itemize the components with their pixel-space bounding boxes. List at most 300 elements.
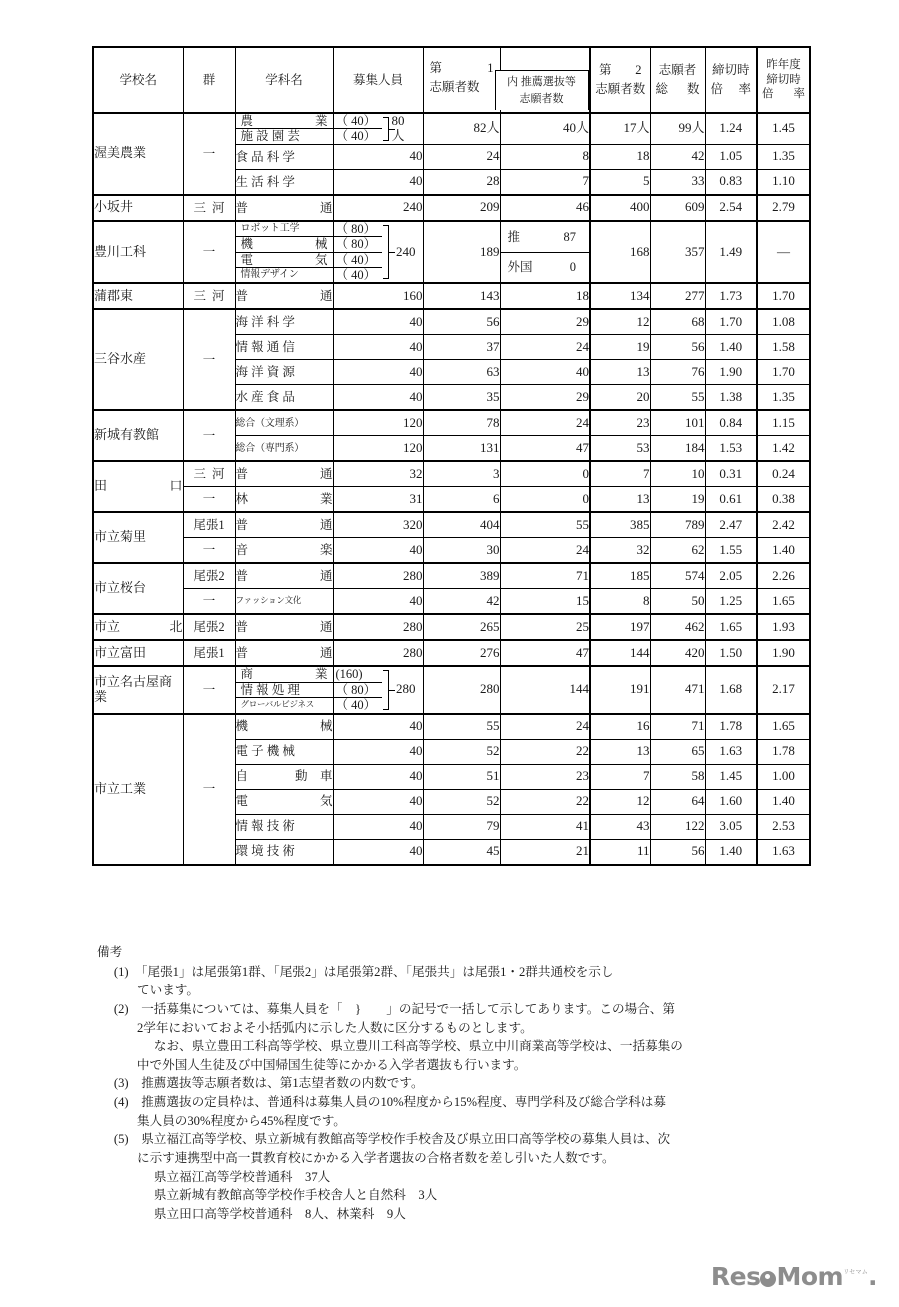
recommended-cell: 23 [500, 764, 590, 789]
deadline-ratio-cell: 1.38 [705, 385, 757, 411]
quota-subvalue: （ 40） [334, 253, 382, 268]
quota-total: 80人 [391, 113, 405, 143]
dept-cell [235, 144, 333, 169]
logo-tagline: リセマム [843, 1269, 868, 1276]
total-applicants-cell: 55 [650, 385, 705, 411]
lastyear-ratio-cell: 1.45 [757, 113, 810, 144]
recommended-subrow [501, 253, 590, 283]
header-second-choice [590, 47, 650, 113]
dept-name-right: 通 [319, 620, 333, 635]
recommended-cell: 0 [500, 487, 590, 513]
quota-subvalue: （ 40） [334, 114, 382, 129]
header-first-char: 第 [429, 61, 443, 75]
dept-name-right: 動 車 [294, 769, 333, 784]
logo-period: . [868, 1262, 877, 1291]
dept-name: 施 設 園 芸 [240, 129, 300, 144]
dept-subrow [236, 222, 333, 237]
second-choice-cell: 5 [590, 169, 650, 195]
recommended-cell: 22 [500, 739, 590, 764]
recommended-cell: 29 [500, 309, 590, 335]
lastyear-ratio-cell: 1.90 [757, 640, 810, 666]
school-cell [93, 666, 183, 713]
lastyear-ratio-cell: 1.40 [757, 538, 810, 564]
deadline-ratio-cell: 1.53 [705, 436, 757, 462]
quota-subvalue: （ 40） [335, 268, 377, 282]
dept-name: 環 境 技 術 [235, 844, 295, 859]
total-applicants-cell: 99人 [650, 113, 705, 144]
quota-cell: 31 [333, 487, 423, 513]
second-choice-cell: 7 [590, 764, 650, 789]
school-cell [93, 714, 183, 865]
lastyear-ratio-cell: 1.78 [757, 739, 810, 764]
resemom-logo [711, 1264, 877, 1289]
dept-subrow [236, 129, 333, 143]
gun-cell [183, 563, 235, 589]
recommended-cell: 24 [500, 714, 590, 740]
lastyear-ratio-cell: 1.40 [757, 789, 810, 814]
applicants-table [92, 46, 811, 866]
logo-text-part3: om [800, 1262, 844, 1291]
gun-cell [183, 538, 235, 564]
lastyear-ratio-cell: 2.53 [757, 814, 810, 839]
table-row [93, 487, 810, 513]
dept-cell [235, 410, 333, 436]
lastyear-ratio-cell: 1.42 [757, 436, 810, 462]
dept-name-right: 通 [319, 467, 333, 482]
deadline-ratio-cell: 1.65 [705, 614, 757, 640]
recommended-cell: 18 [500, 283, 590, 309]
dept-cell [235, 589, 333, 615]
total-applicants-cell: 10 [650, 461, 705, 487]
note-subline: 県立福江高等学校普通科 37人 [153, 1169, 331, 1184]
quota-total: 280 [396, 681, 416, 697]
deadline-ratio-cell: 1.05 [705, 144, 757, 169]
dept-name-right: 楽 [319, 543, 333, 558]
gun-cell [183, 221, 235, 284]
note-label: (3) [113, 1076, 129, 1091]
recommended-cell: 71 [500, 563, 590, 589]
table-row [93, 461, 810, 487]
dept-name: 総合（専門系） [235, 442, 305, 454]
dept-cell [235, 839, 333, 865]
recommended-cell: 7 [500, 169, 590, 195]
first-choice-cell: 51 [423, 764, 500, 789]
dept-name-right: 業 [319, 492, 333, 507]
quota-group-cell [333, 221, 423, 284]
header-dept-name: 学科名 [235, 47, 333, 113]
quota-cell: 40 [333, 385, 423, 411]
table-row [93, 589, 810, 615]
lastyear-ratio-cell: 1.65 [757, 714, 810, 740]
dept-name: 情 報 技 術 [235, 819, 295, 834]
first-choice-cell: 189 [423, 221, 500, 284]
dept-name-right: 通 [319, 289, 333, 304]
table-row [93, 563, 810, 589]
total-applicants-cell: 357 [650, 221, 705, 284]
dept-name: ロボット工学 [240, 223, 300, 235]
header-school-name: 学校名 [93, 47, 183, 113]
dept-cell [235, 764, 333, 789]
dept-name: ファッション文化 [235, 595, 302, 606]
first-choice-cell: 404 [423, 512, 500, 538]
total-applicants-cell: 68 [650, 309, 705, 335]
note-line: (3) 推薦選抜等志願者数は、第1志望者数の内数です。 [113, 1076, 424, 1091]
dept-group-cell [235, 221, 333, 284]
quota-cell: 280 [333, 563, 423, 589]
header-total-line1: 志願者 [658, 62, 697, 77]
dept-cell [235, 309, 333, 335]
dept-name-left: 普 [235, 620, 249, 635]
dept-name-right: 通 [319, 518, 333, 533]
notes-list [97, 963, 827, 1224]
recommended-cell: 21 [500, 839, 590, 865]
dept-cell [235, 538, 333, 564]
total-applicants-cell: 56 [650, 839, 705, 865]
recommended-cell: 46 [500, 195, 590, 221]
lastyear-ratio-cell: 2.17 [757, 666, 810, 713]
total-applicants-cell: 33 [650, 169, 705, 195]
total-applicants-cell: 471 [650, 666, 705, 713]
deadline-ratio-cell: 1.60 [705, 789, 757, 814]
second-choice-cell: 12 [590, 309, 650, 335]
school-name-right: 口 [169, 478, 183, 494]
dept-name: 総合（文理系） [235, 417, 305, 429]
school-name: 渥美農業 [94, 145, 147, 161]
note-item [97, 1130, 827, 1223]
recommended-value: 87 [563, 229, 576, 244]
school-name: 市立名古屋商業 [94, 674, 173, 704]
dept-cell [235, 640, 333, 666]
table-body [93, 113, 810, 865]
school-name-right: 北 [169, 618, 183, 634]
first-choice-cell: 35 [423, 385, 500, 411]
gun-left: 三 [193, 289, 207, 304]
deadline-ratio-cell: 1.49 [705, 221, 757, 284]
dept-name-right: 通 [319, 200, 333, 215]
dept-cell [235, 461, 333, 487]
deadline-ratio-cell: 0.31 [705, 461, 757, 487]
second-choice-cell: 400 [590, 195, 650, 221]
quota-subvalue: （ 80） [334, 237, 382, 252]
deadline-ratio-cell: 1.55 [705, 538, 757, 564]
recommended-cell: 25 [500, 614, 590, 640]
deadline-ratio-cell: 1.40 [705, 335, 757, 360]
dept-name-right: 通 [319, 646, 333, 661]
total-applicants-cell: 184 [650, 436, 705, 462]
quota-group-cell [333, 666, 423, 713]
dept-cell [235, 283, 333, 309]
dept-cell [235, 335, 333, 360]
note-line: 集人員の30%程度から45%程度です。 [137, 1113, 346, 1128]
dept-name: 情報デザイン [240, 269, 299, 281]
gun-value: 尾張1 [193, 646, 225, 661]
gun-value: 尾張2 [193, 620, 225, 635]
second-choice-cell: 191 [590, 666, 650, 713]
first-choice-cell: 79 [423, 814, 500, 839]
total-applicants-cell: 42 [650, 144, 705, 169]
recommended-cell: 8 [500, 144, 590, 169]
lastyear-ratio-cell: 1.08 [757, 309, 810, 335]
total-applicants-cell: 71 [650, 714, 705, 740]
first-choice-cell: 276 [423, 640, 500, 666]
quota-cell: 40 [333, 814, 423, 839]
recommended-label: 推 [507, 229, 521, 244]
quota-subvalue: （ 40） [335, 698, 377, 713]
second-choice-cell: 23 [590, 410, 650, 436]
recommended-cell: 144 [500, 666, 590, 713]
quota-cell: 280 [333, 640, 423, 666]
dept-name-right: 業 [314, 667, 328, 682]
header-ratio-line1: 締切時 [711, 62, 750, 77]
lastyear-ratio-cell: 1.15 [757, 410, 810, 436]
dept-name-left: 音 [235, 543, 249, 558]
first-choice-cell: 82人 [423, 113, 500, 144]
dept-name-left: 普 [235, 289, 249, 304]
quota-cell: 40 [333, 144, 423, 169]
school-name-left: 市立 [94, 618, 121, 634]
recommended-cell: 24 [500, 538, 590, 564]
dept-name-right: 気 [319, 794, 333, 809]
dept-cell [235, 360, 333, 385]
dept-name: 電 子 機 械 [235, 744, 295, 759]
quota-cell: 40 [333, 764, 423, 789]
recommended-cell: 47 [500, 640, 590, 666]
school-cell [93, 283, 183, 309]
dept-name-right: 械 [319, 719, 333, 734]
gun-right: 河 [211, 289, 225, 304]
deadline-ratio-cell: 1.73 [705, 283, 757, 309]
second-choice-cell: 32 [590, 538, 650, 564]
first-choice-cell: 37 [423, 335, 500, 360]
school-cell [93, 563, 183, 614]
table-row [93, 714, 810, 740]
gun-cell [183, 195, 235, 221]
header-total-line2a: 総 [655, 82, 669, 96]
recommended-cell: 40人 [500, 113, 590, 144]
first-choice-cell: 78 [423, 410, 500, 436]
table-row [93, 538, 810, 564]
quota-subvalue: （ 80） [334, 222, 382, 237]
gun-value: 尾張1 [193, 518, 225, 533]
second-choice-cell: 12 [590, 789, 650, 814]
lastyear-ratio-cell: 1.70 [757, 283, 810, 309]
dept-name-left: 普 [235, 646, 249, 661]
first-choice-cell: 3 [423, 461, 500, 487]
recommended-cell [500, 221, 590, 284]
quota-cell: 120 [333, 410, 423, 436]
school-name: 市立菊里 [94, 529, 147, 545]
dept-subrow [236, 698, 333, 712]
header-second-number: 2 [635, 62, 642, 77]
note-subline: なお、県立豊田工科高等学校、県立豊川工科高等学校、県立中川商業高等学校は、一括募集の [153, 1039, 683, 1054]
applicants-table-container [92, 46, 809, 866]
dept-name-left: 機 [235, 719, 249, 734]
second-choice-cell: 16 [590, 714, 650, 740]
lastyear-ratio-cell: 1.00 [757, 764, 810, 789]
deadline-ratio-cell: 1.25 [705, 589, 757, 615]
dept-subrow [236, 667, 333, 682]
deadline-ratio-cell: 1.68 [705, 666, 757, 713]
second-choice-cell: 13 [590, 487, 650, 513]
first-choice-cell: 209 [423, 195, 500, 221]
dept-name: 情 報 通 信 [235, 340, 295, 355]
first-choice-cell: 45 [423, 839, 500, 865]
table-row [93, 195, 810, 221]
header-row [93, 47, 810, 113]
school-cell [93, 410, 183, 461]
table-row [93, 309, 810, 335]
first-choice-cell: 143 [423, 283, 500, 309]
gun-right: 河 [211, 467, 225, 482]
deadline-ratio-cell: 2.54 [705, 195, 757, 221]
table-row [93, 283, 810, 309]
second-choice-cell: 197 [590, 614, 650, 640]
quota-cell: 160 [333, 283, 423, 309]
total-applicants-cell: 19 [650, 487, 705, 513]
dept-cell [235, 195, 333, 221]
gun-value: 一 [202, 352, 216, 367]
gun-left: 三 [193, 200, 207, 215]
gun-value: 一 [202, 682, 216, 697]
gun-value: 一 [202, 543, 216, 558]
school-name: 市立富田 [94, 644, 147, 660]
school-name: 小坂井 [94, 199, 134, 215]
gun-value: 一 [202, 428, 216, 443]
note-item [97, 1093, 827, 1130]
lastyear-ratio-cell: 1.35 [757, 385, 810, 411]
brace-icon [382, 114, 392, 144]
note-label: (5) [113, 1132, 129, 1147]
gun-cell [183, 487, 235, 513]
school-name: 蒲郡東 [94, 287, 134, 303]
note-line: (5) 県立福江高等学校、県立新城有教館高等学校作手校舎及び県立田口高等学校の募集人員は、次 [113, 1132, 671, 1147]
quota-cell: 40 [333, 589, 423, 615]
deadline-ratio-cell: 2.47 [705, 512, 757, 538]
quota-cell: 40 [333, 360, 423, 385]
dept-cell [235, 563, 333, 589]
deadline-ratio-cell: 2.05 [705, 563, 757, 589]
gun-value: 一 [202, 781, 216, 796]
note-label: (2) [113, 1001, 129, 1016]
gun-cell [183, 309, 235, 410]
recommended-label: 外国 [507, 260, 533, 275]
total-applicants-cell: 277 [650, 283, 705, 309]
dept-subrow [236, 253, 333, 268]
second-choice-cell: 43 [590, 814, 650, 839]
second-choice-cell: 185 [590, 563, 650, 589]
total-applicants-cell: 58 [650, 764, 705, 789]
deadline-ratio-cell: 1.70 [705, 309, 757, 335]
school-cell [93, 221, 183, 284]
school-cell [93, 640, 183, 666]
dept-group-cell [235, 113, 333, 144]
dept-subrow [236, 683, 333, 698]
first-choice-cell: 30 [423, 538, 500, 564]
header-ratio-line2b: 率 [738, 82, 751, 96]
table-row [93, 512, 810, 538]
second-choice-cell: 20 [590, 385, 650, 411]
first-choice-cell: 280 [423, 666, 500, 713]
school-name: 市立工業 [94, 780, 147, 796]
note-subline: 県立田口高等学校普通科 8人、林業科 9人 [153, 1206, 406, 1221]
quota-cell: 32 [333, 461, 423, 487]
deadline-ratio-cell: 1.90 [705, 360, 757, 385]
quota-cell: 40 [333, 714, 423, 740]
header-recommended-box [495, 70, 589, 110]
total-applicants-cell: 122 [650, 814, 705, 839]
first-choice-cell: 28 [423, 169, 500, 195]
second-choice-cell: 7 [590, 461, 650, 487]
dept-name: 海 洋 資 源 [235, 365, 295, 380]
quota-subvalue: （ 40） [335, 129, 377, 144]
note-line: ています。 [137, 983, 199, 998]
deadline-ratio-cell: 1.45 [705, 764, 757, 789]
notes-heading: 備考 [97, 945, 123, 959]
recommended-cell: 24 [500, 410, 590, 436]
gun-value: 一 [202, 244, 216, 259]
second-choice-cell: 13 [590, 360, 650, 385]
total-applicants-cell: 62 [650, 538, 705, 564]
second-choice-cell: 168 [590, 221, 650, 284]
table-header [93, 47, 810, 113]
header-lastyear-line3b: 率 [793, 88, 805, 101]
second-choice-cell: 18 [590, 144, 650, 169]
second-choice-cell: 385 [590, 512, 650, 538]
quota-cell: 40 [333, 789, 423, 814]
recommended-cell: 29 [500, 385, 590, 411]
total-applicants-cell: 609 [650, 195, 705, 221]
lastyear-ratio-cell: 1.65 [757, 589, 810, 615]
school-cell [93, 461, 183, 512]
recommended-cell: 24 [500, 335, 590, 360]
dept-cell [235, 789, 333, 814]
header-quota: 募集人員 [333, 47, 423, 113]
table-row [93, 614, 810, 640]
school-cell [93, 113, 183, 195]
header-lastyear-line2: 締切時 [766, 73, 801, 86]
first-choice-cell: 52 [423, 789, 500, 814]
first-choice-cell: 56 [423, 309, 500, 335]
total-applicants-cell: 101 [650, 410, 705, 436]
header-first-line2: 志願者数 [429, 80, 480, 95]
note-subline: 中で外国人生徒及び中国帰国生徒等にかかる入学者選抜も行います。 [136, 1057, 527, 1072]
dept-cell [235, 814, 333, 839]
dept-name-left: 電 [240, 252, 254, 267]
gun-value: 一 [202, 492, 216, 507]
header-total-line2b: 数 [686, 82, 700, 96]
second-choice-cell: 144 [590, 640, 650, 666]
dept-name: 水 産 食 品 [235, 390, 295, 405]
gun-cell [183, 614, 235, 640]
quota-cell: 40 [333, 839, 423, 865]
quota-cell: 40 [333, 538, 423, 564]
lastyear-ratio-cell: 1.63 [757, 839, 810, 865]
dept-name-left: 機 [240, 237, 254, 252]
header-ratio-line2a: 倍 [710, 82, 724, 96]
note-line: (2) 一括募集については、募集人員を「 } 」の記号で一括して示してあります。この場合、第 [113, 1001, 675, 1016]
quota-cell: 40 [333, 335, 423, 360]
note-item [97, 1074, 827, 1093]
second-choice-cell: 13 [590, 739, 650, 764]
note-line: (4) 推薦選抜の定員枠は、普通科は募集人員の10%程度から15%程度、専門学科及び総合学科は募 [113, 1095, 666, 1109]
recommended-value: 0 [569, 260, 576, 275]
gun-cell [183, 512, 235, 538]
school-cell [93, 614, 183, 640]
lastyear-ratio-cell: 1.93 [757, 614, 810, 640]
quota-group-cell [333, 113, 423, 144]
quota-cell: 120 [333, 436, 423, 462]
dept-cell [235, 385, 333, 411]
